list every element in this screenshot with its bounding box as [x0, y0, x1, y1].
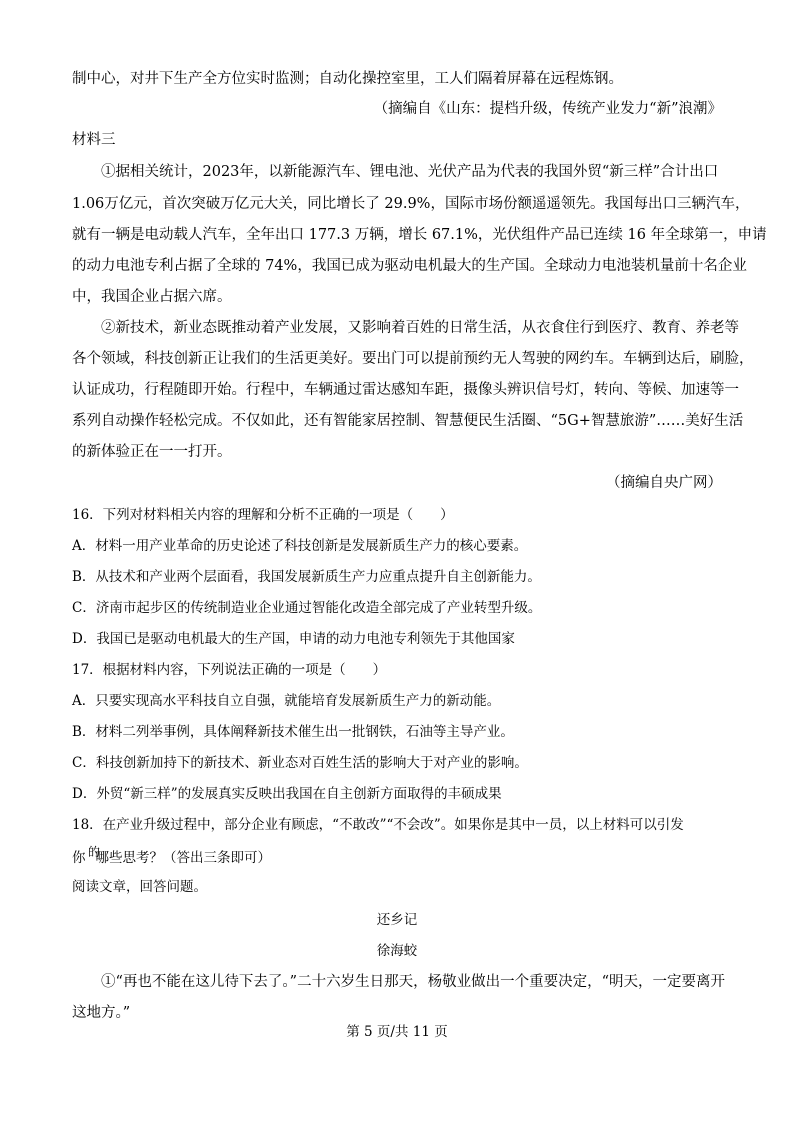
question-16-option-a: A．材料一用产业革命的历史论述了科技创新是发展新质生产力的核心要素。: [72, 538, 528, 554]
question-17-option-c: C．科技创新加持下的新技术、新业态对百姓生活的影响大于对产业的影响。: [72, 755, 528, 771]
question-17: 17．根据材料内容，下列说法正确的一项是（ ）: [72, 662, 387, 678]
article-author: 徐海蛟: [376, 943, 418, 959]
paragraph-2-line-2: 各个领域，科技创新正让我们的生活更美好。要出门可以提前预约无人驾驶的网约车。车辆到达后，刷脸，: [72, 351, 754, 367]
question-18-raised-char: 的: [88, 845, 101, 859]
text-line-continuation: 制中心，对井下生产全方位实时监测；自动化操控室里，工人们隔着屏幕在远程炼钢。: [72, 71, 623, 87]
article-paragraph-1-line-2: 这地方。”: [72, 1005, 131, 1021]
paragraph-1-line-2: 1.06万亿元，首次突破万亿元大关，同比增长了 29.9%，国际市场份额遥遥领先。我国每出口三辆汽车，: [72, 196, 750, 212]
question-17-option-d: D．外贸“新三样”的发展真实反映出我国在自主创新方面取得的丰硕成果: [72, 786, 502, 802]
question-16-option-c: C．济南市起步区的传统制造业企业通过智能化改造全部完成了产业转型升级。: [72, 600, 542, 616]
question-16-option-d: D．我国已是驱动电机最大的生产国，申请的动力电池专利领先于其他国家: [72, 631, 515, 647]
question-18-rest: 哪些思考？（答出三条即可）: [95, 850, 271, 866]
source-citation-1: （摘编自《山东：提档升级，传统产业发力“新”浪潮》: [373, 101, 722, 117]
question-17-option-a: A．只要实现高水平科技自立自强，就能培育发展新质生产力的新动能。: [72, 693, 501, 709]
paragraph-2-line-5: 的新体验正在一一打开。: [72, 444, 232, 460]
source-citation-2: （摘编自央广网）: [606, 475, 722, 491]
question-18-line-1: 18．在产业升级过程中，部分企业有顾虑，“不敢改”“不会改”。如果你是其中一员，以上材料可以引发: [72, 817, 684, 833]
question-16-option-b: B．从技术和产业两个层面看，我国发展新质生产力应重点提升自主创新能力。: [72, 569, 541, 585]
paragraph-1-line-3: 就有一辆是电动载人汽车，全年出口 177.3 万辆，增长 67.1%，光伏组件产品已连续 16 年全球第一，申请: [72, 227, 767, 243]
paragraph-2-line-1: ②新技术，新业态既推动着产业发展，又影响着百姓的日常生活，从衣食住行到医疗、教育、养老等: [101, 320, 739, 336]
paragraph-2-line-3: 认证成功，行程随即开始。行程中，车辆通过雷达感知车距，摄像头辨识信号灯，转向、等候、加速等一: [72, 382, 739, 398]
question-18-prefix-text: 你: [72, 850, 86, 866]
reading-instruction: 阅读文章，回答问题。: [72, 879, 207, 895]
paragraph-1-line-4: 的动力电池专利占据了全球的 74%，我国已成为驱动电机最大的生产国。全球动力电池装机量前十名企业: [72, 258, 747, 274]
page-footer: 第 5 页/共 11 页: [346, 1024, 448, 1040]
material-3-heading: 材料三: [72, 132, 116, 148]
question-18-line-2: [72, 845, 722, 868]
paragraph-1-line-1: ①据相关统计，2023年，以新能源汽车、锂电池、光伏产品为代表的我国外贸“新三样”合计出口: [101, 164, 719, 180]
question-17-option-b: B．材料二列举事例，具体阐释新技术催生出一批钢铁，石油等主导产业。: [72, 724, 514, 740]
paragraph-2-line-4: 系列自动操作轻松完成。不仅如此，还有智能家居控制、智慧便民生活圈、“5G+智慧旅游”……美好生活: [72, 413, 744, 429]
question-16: 16．下列对材料相关内容的理解和分析不正确的一项是（ ）: [72, 507, 454, 523]
article-title: 还乡记: [376, 912, 418, 928]
paragraph-1-line-5: 中，我国企业占据六席。: [72, 289, 232, 305]
article-paragraph-1-line-1: ①“再也不能在这儿待下去了。”二十六岁生日那天，杨敬业做出一个重要决定，“明天，一定要离开: [101, 974, 725, 990]
question-18-prefix: [72, 845, 101, 868]
